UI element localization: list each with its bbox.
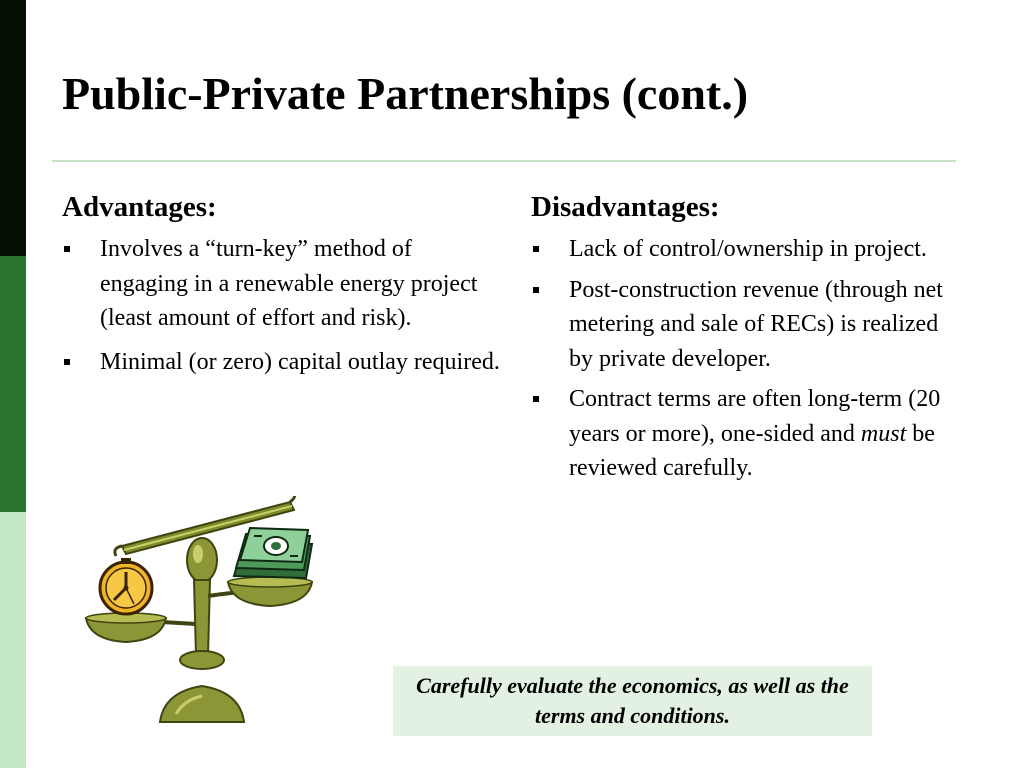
disadvantage-item xyxy=(531,232,961,267)
slide-title: Public-Private Partnerships (cont.) xyxy=(62,68,749,119)
advantage-item xyxy=(62,232,502,336)
disadvantages-heading: Disadvantages: xyxy=(531,191,720,223)
advantage-item xyxy=(62,342,502,382)
advantage-item-text: Minimal (or zero) capital outlay required. xyxy=(100,348,500,375)
disadvantage-item-text: Post-construction revenue (through net metering and sale of RECs) is realized by private developer. xyxy=(569,276,943,372)
disadvantage-item xyxy=(531,273,961,377)
square-bullet-icon xyxy=(533,396,539,402)
disadvantage-item-emphasis: must xyxy=(860,420,907,447)
side-bar-light-segment xyxy=(0,512,26,768)
square-bullet-icon xyxy=(533,246,539,252)
disadvantages-list xyxy=(531,232,961,486)
balance-scale-clock-money-icon xyxy=(84,496,320,726)
square-bullet-icon xyxy=(64,359,70,365)
side-bar-mid-segment xyxy=(0,256,26,512)
title-divider xyxy=(52,160,956,162)
disadvantage-item-text-after: be reviewed carefully. xyxy=(569,420,935,481)
square-bullet-icon xyxy=(533,287,539,293)
disadvantages-column xyxy=(531,188,961,492)
disadvantage-item xyxy=(531,382,961,486)
balance-scale-illustration xyxy=(84,496,320,726)
callout-text: Carefully evaluate the economics, as well as the terms and conditions. xyxy=(416,673,849,728)
disadvantage-item-text: Lack of control/ownership in project. xyxy=(569,236,927,262)
side-accent-bar xyxy=(0,0,26,768)
side-bar-dark-segment xyxy=(0,0,26,256)
advantage-item-text: Involves a “turn-key” method of engaging in a renewable energy project (least amount of effort and risk). xyxy=(100,236,478,331)
advantages-column xyxy=(62,188,502,388)
advantages-heading: Advantages: xyxy=(62,191,217,223)
disadvantage-item-text-before: Contract terms are often long-term (20 years or more), one-sided and xyxy=(569,386,941,447)
square-bullet-icon xyxy=(64,246,70,252)
advantages-list xyxy=(62,232,502,382)
callout-box xyxy=(393,666,872,736)
